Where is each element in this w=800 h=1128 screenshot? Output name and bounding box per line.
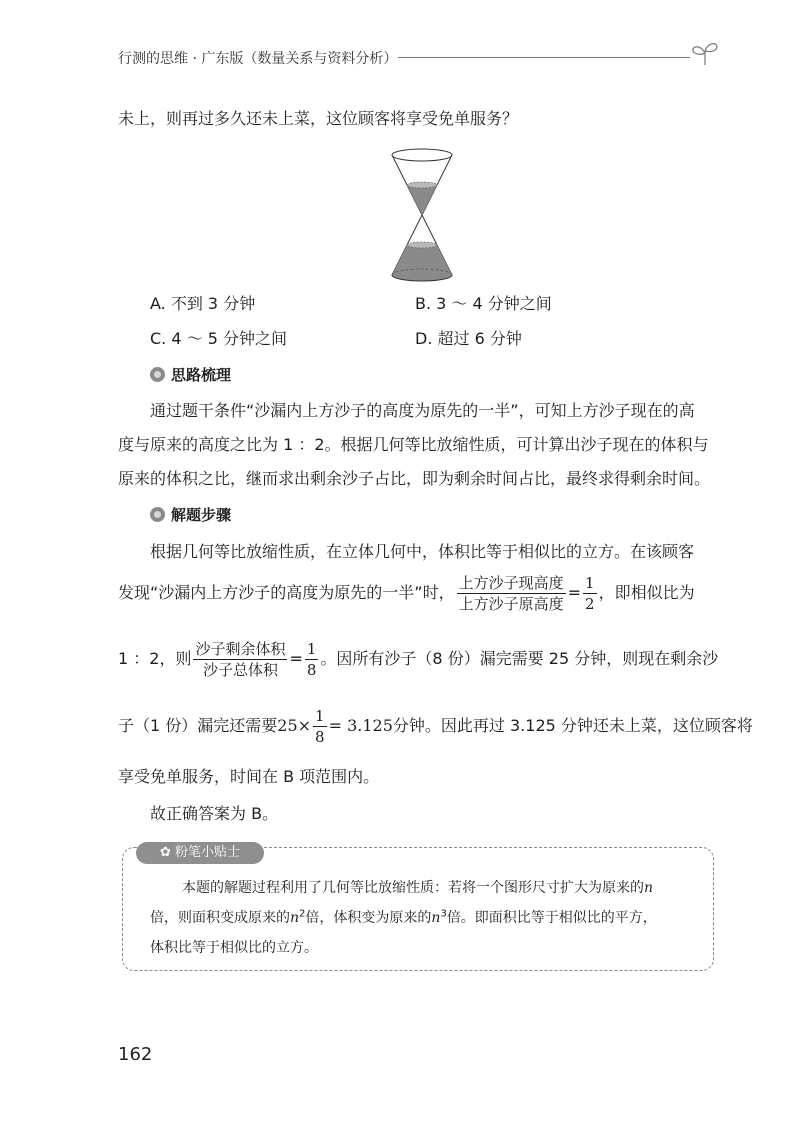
section-bullet-icon <box>150 367 165 382</box>
thinking-line: 原来的体积之比，继而求出剩余沙子占比，即为剩余时间占比，最终求得剩余时间。 <box>118 469 711 488</box>
header-title: 行测的思维 · 广东版（数量关系与资料分析） <box>118 51 398 67</box>
steps-heading: 解题步骤 <box>150 504 231 525</box>
steps-line-3: 1 ：2，则 $\frac{\text{沙子剩余体积}}{\text{沙子总体积}}$ = $\frac{1}{8}$ 。因所有沙子（8 份）漏完需要 25 分钟，则现在剩余沙 <box>118 640 719 679</box>
steps-line-2: 发现“沙漏内上方沙子的高度为原先的一半”时， $\frac{\text{上方沙子现高度}}{\text{上方沙子原高度}}$ = $\frac{1}{2}$ ，即相似比为 <box>118 574 695 613</box>
thinking-line: 通过题干条件“沙漏内上方沙子的高度为原先的一半”，可知上方沙子现在的高 <box>150 401 695 420</box>
tip-label: ✿ 粉笔小贴士 <box>136 842 264 864</box>
hourglass-diagram <box>382 147 462 287</box>
half-fraction: $\frac{1}{2}$ <box>585 574 595 613</box>
page-header <box>118 44 718 72</box>
steps-line-5: 享受免单服务，时间在 B 项范围内。 <box>118 767 380 786</box>
header-divider <box>398 57 690 58</box>
option-b: B. 3 ～ 4 分钟之间 <box>415 294 552 313</box>
option-c: C. 4 ～ 5 分钟之间 <box>150 329 287 348</box>
steps-line-1: 根据几何等比放缩性质，在立体几何中，体积比等于相似比的立方。在该顾客 <box>150 542 695 561</box>
question-text: 未上，则再过多久还未上菜，这位顾客将享受免单服务？ <box>118 109 519 128</box>
sprout-icon: ✿ <box>159 845 175 860</box>
answer-line: 故正确答案为 B。 <box>150 804 279 823</box>
section-bullet-icon <box>150 507 165 522</box>
thinking-line: 度与原来的高度之比为 1 ：2。根据几何等比放缩性质，可计算出沙子现在的体积与 <box>118 435 709 454</box>
volume-ratio-fraction: $\frac{\text{沙子剩余体积}}{\text{沙子总体积}}$ <box>195 640 286 679</box>
steps-line-4: 子（1 份）漏完还需要25× $\frac{1}{8}$ = 3.125分钟。因此再过 3.125 分钟还未上菜，这位顾客将 <box>118 707 753 746</box>
tip-line-1: 本题的解题过程利用了几何等比放缩性质：若将一个图形尺寸扩大为原来的n <box>182 880 654 896</box>
option-a: A. 不到 3 分钟 <box>150 294 256 313</box>
height-ratio-fraction: $\frac{\text{上方沙子现高度}}{\text{上方沙子原高度}}$ <box>458 574 564 613</box>
sprout-icon <box>690 40 720 66</box>
time-fraction: $\frac{1}{8}$ <box>315 707 325 746</box>
tip-line-2: 倍，则面积变成原来的$n^2$倍，体积变为原来的$n^3$倍。即面积比等于相似比的平方， <box>150 908 657 926</box>
page-number: 162 <box>118 1044 153 1065</box>
tip-line-3: 体积比等于相似比的立方。 <box>150 940 318 956</box>
thinking-heading: 思路梳理 <box>150 364 231 385</box>
eighth-fraction: $\frac{1}{8}$ <box>306 640 317 679</box>
option-d: D. 超过 6 分钟 <box>415 329 522 348</box>
